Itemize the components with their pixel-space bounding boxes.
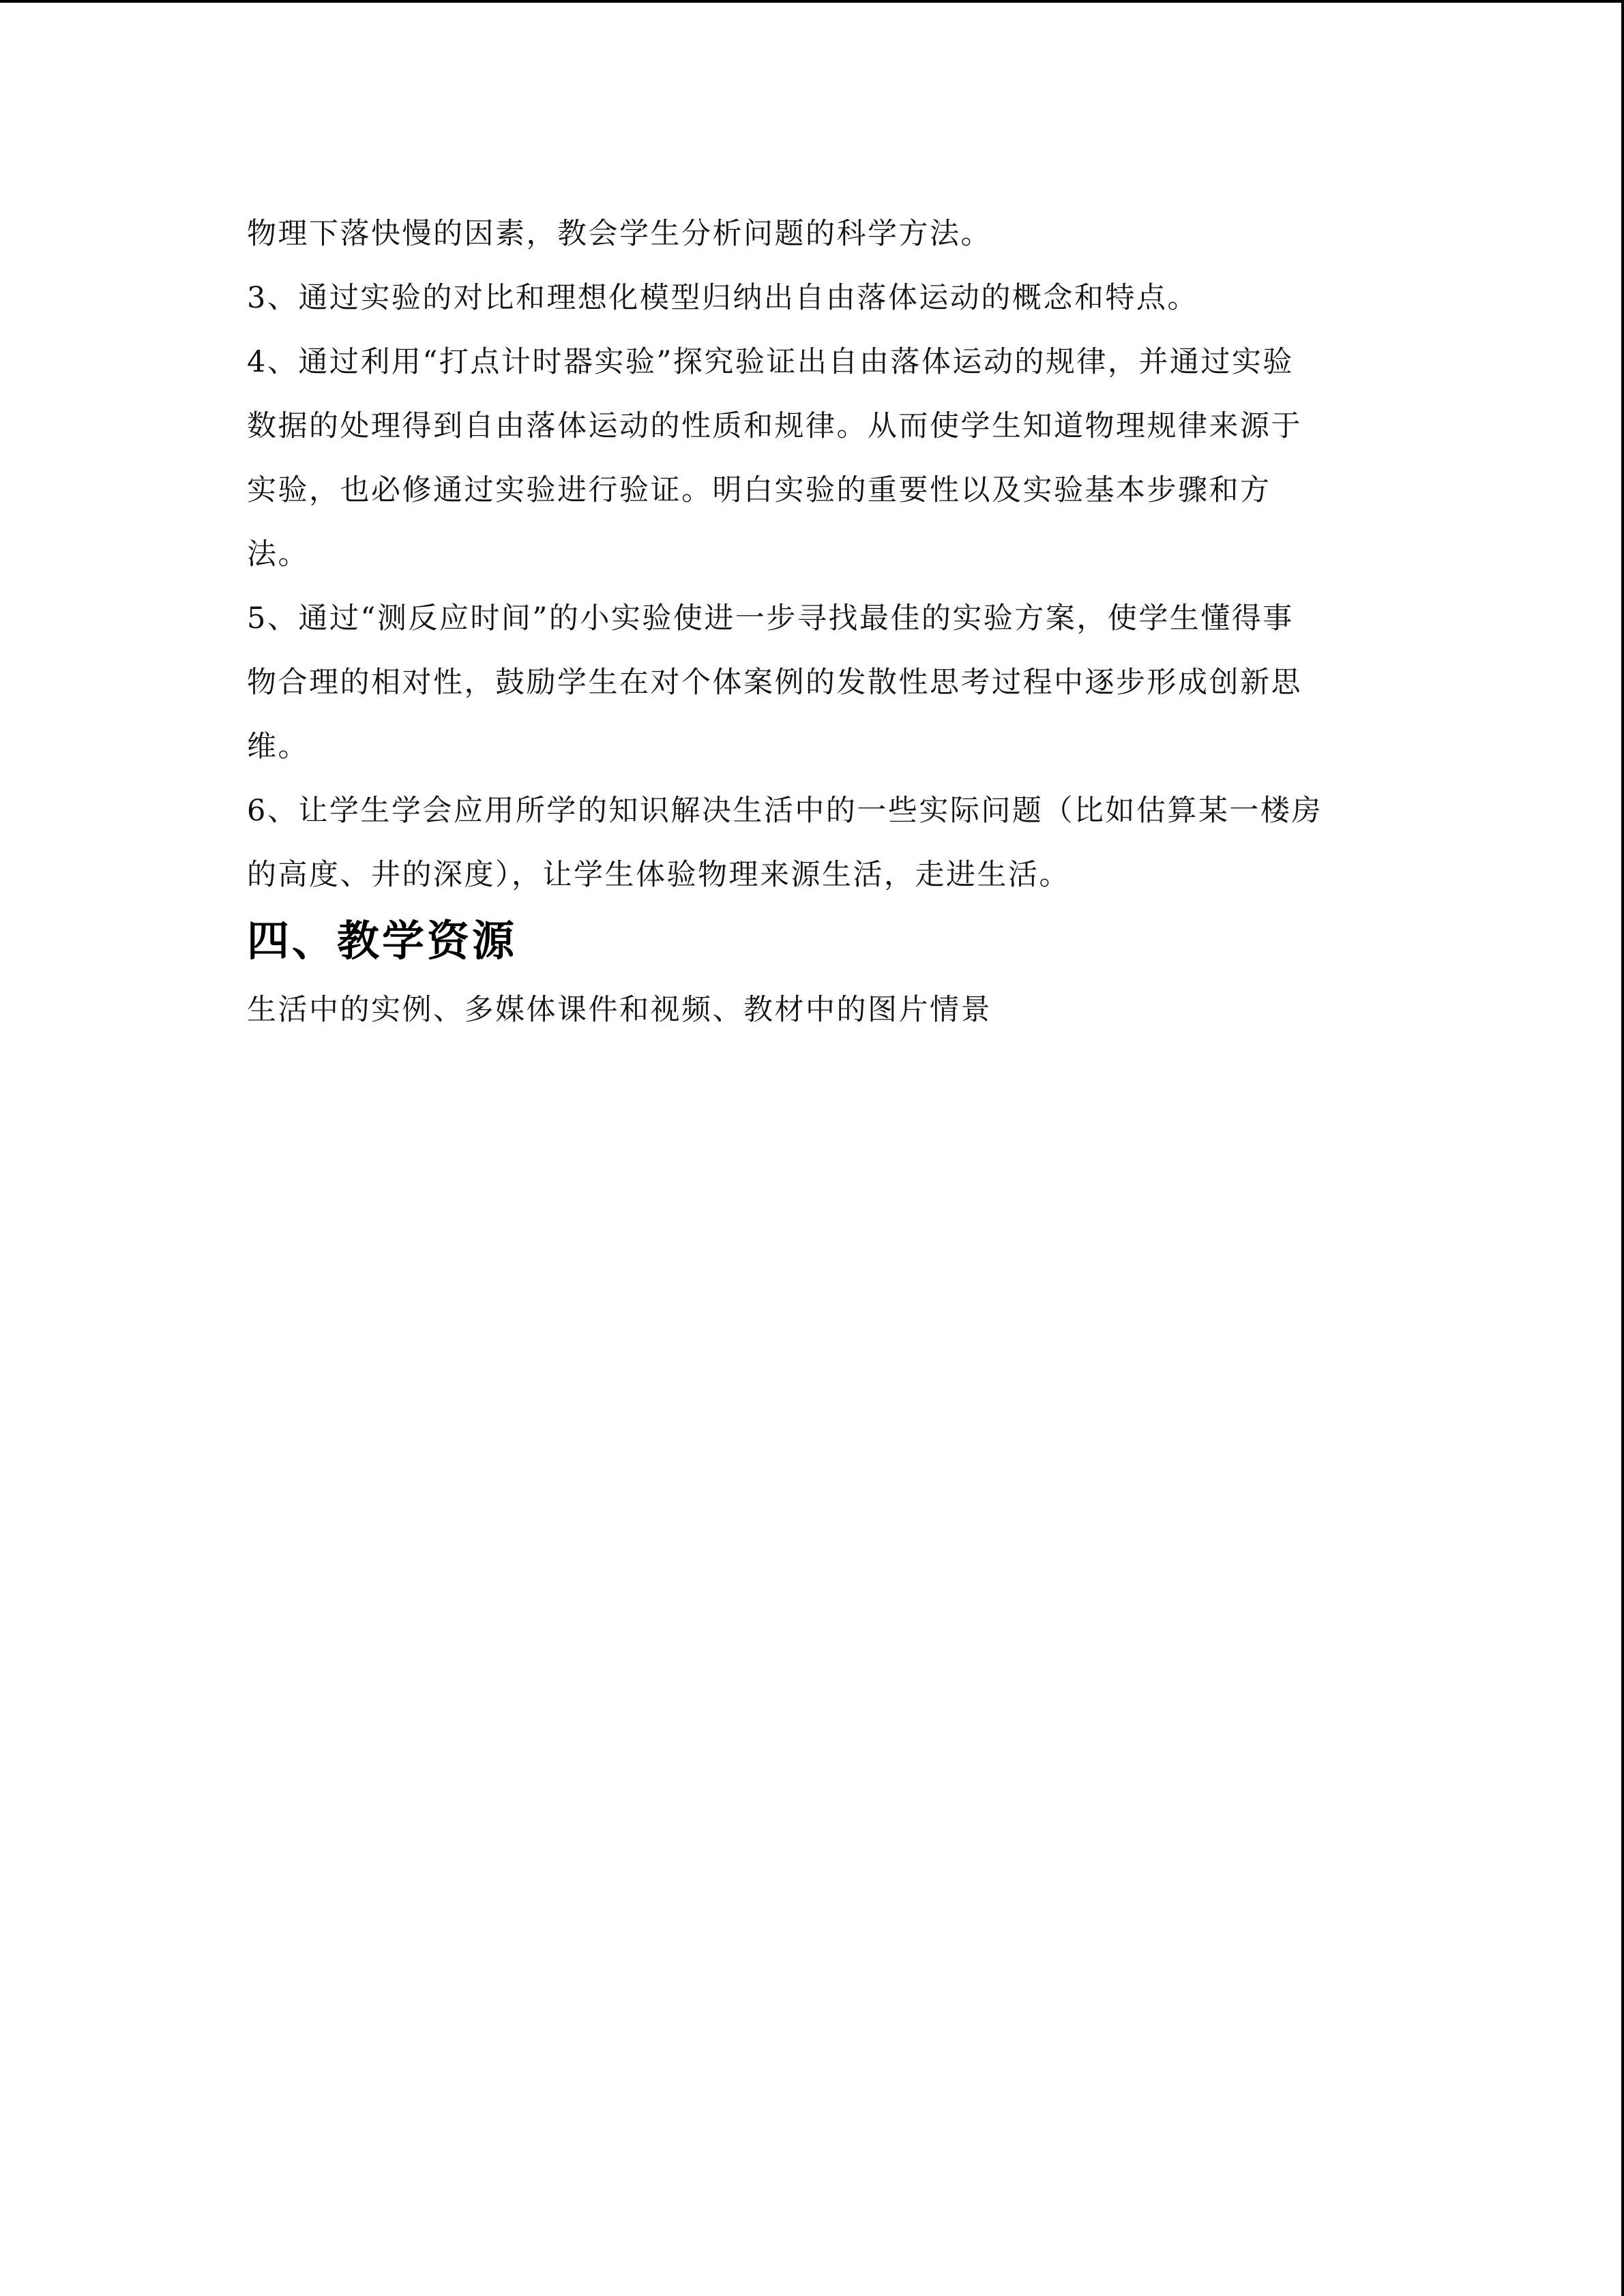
section-heading: 四、教学资源 [247,916,518,966]
body-text-line: 维。 [247,730,309,764]
body-text-line: 5、通过“测反应时间”的小实验使进一步寻找最佳的实验方案，使学生懂得事 [247,601,1294,636]
body-text-line: 法。 [247,537,309,571]
body-text-line: 物理下落快慢的因素，教会学生分析问题的科学方法。 [247,217,992,251]
body-text-line: 3、通过实验的对比和理想化模型归纳出自由落体运动的概念和特点。 [247,281,1198,315]
body-text-line: 实验，也必修通过实验进行验证。明白实验的重要性以及实验基本步骤和方 [247,473,1271,507]
body-text-line: 物合理的相对性，鼓励学生在对个体案例的发散性思考过程中逐步形成创新思 [247,666,1302,700]
page-content [247,202,1379,1042]
body-text-line: 生活中的实例、多媒体课件和视频、教材中的图片情景 [247,993,992,1027]
body-text-line: 4、通过利用“打点计时器实验”探究验证出自由落体运动的规律，并通过实验 [247,345,1294,379]
body-text-line: 6、让学生学会应用所学的知识解决生活中的一些实际问题（比如估算某一楼房 [247,794,1323,828]
body-text-line: 的高度、井的深度），让学生体验物理来源生活，走进生活。 [247,858,1070,892]
body-text-line: 数据的处理得到自由落体运动的性质和规律。从而使学生知道物理规律来源于 [247,409,1302,443]
